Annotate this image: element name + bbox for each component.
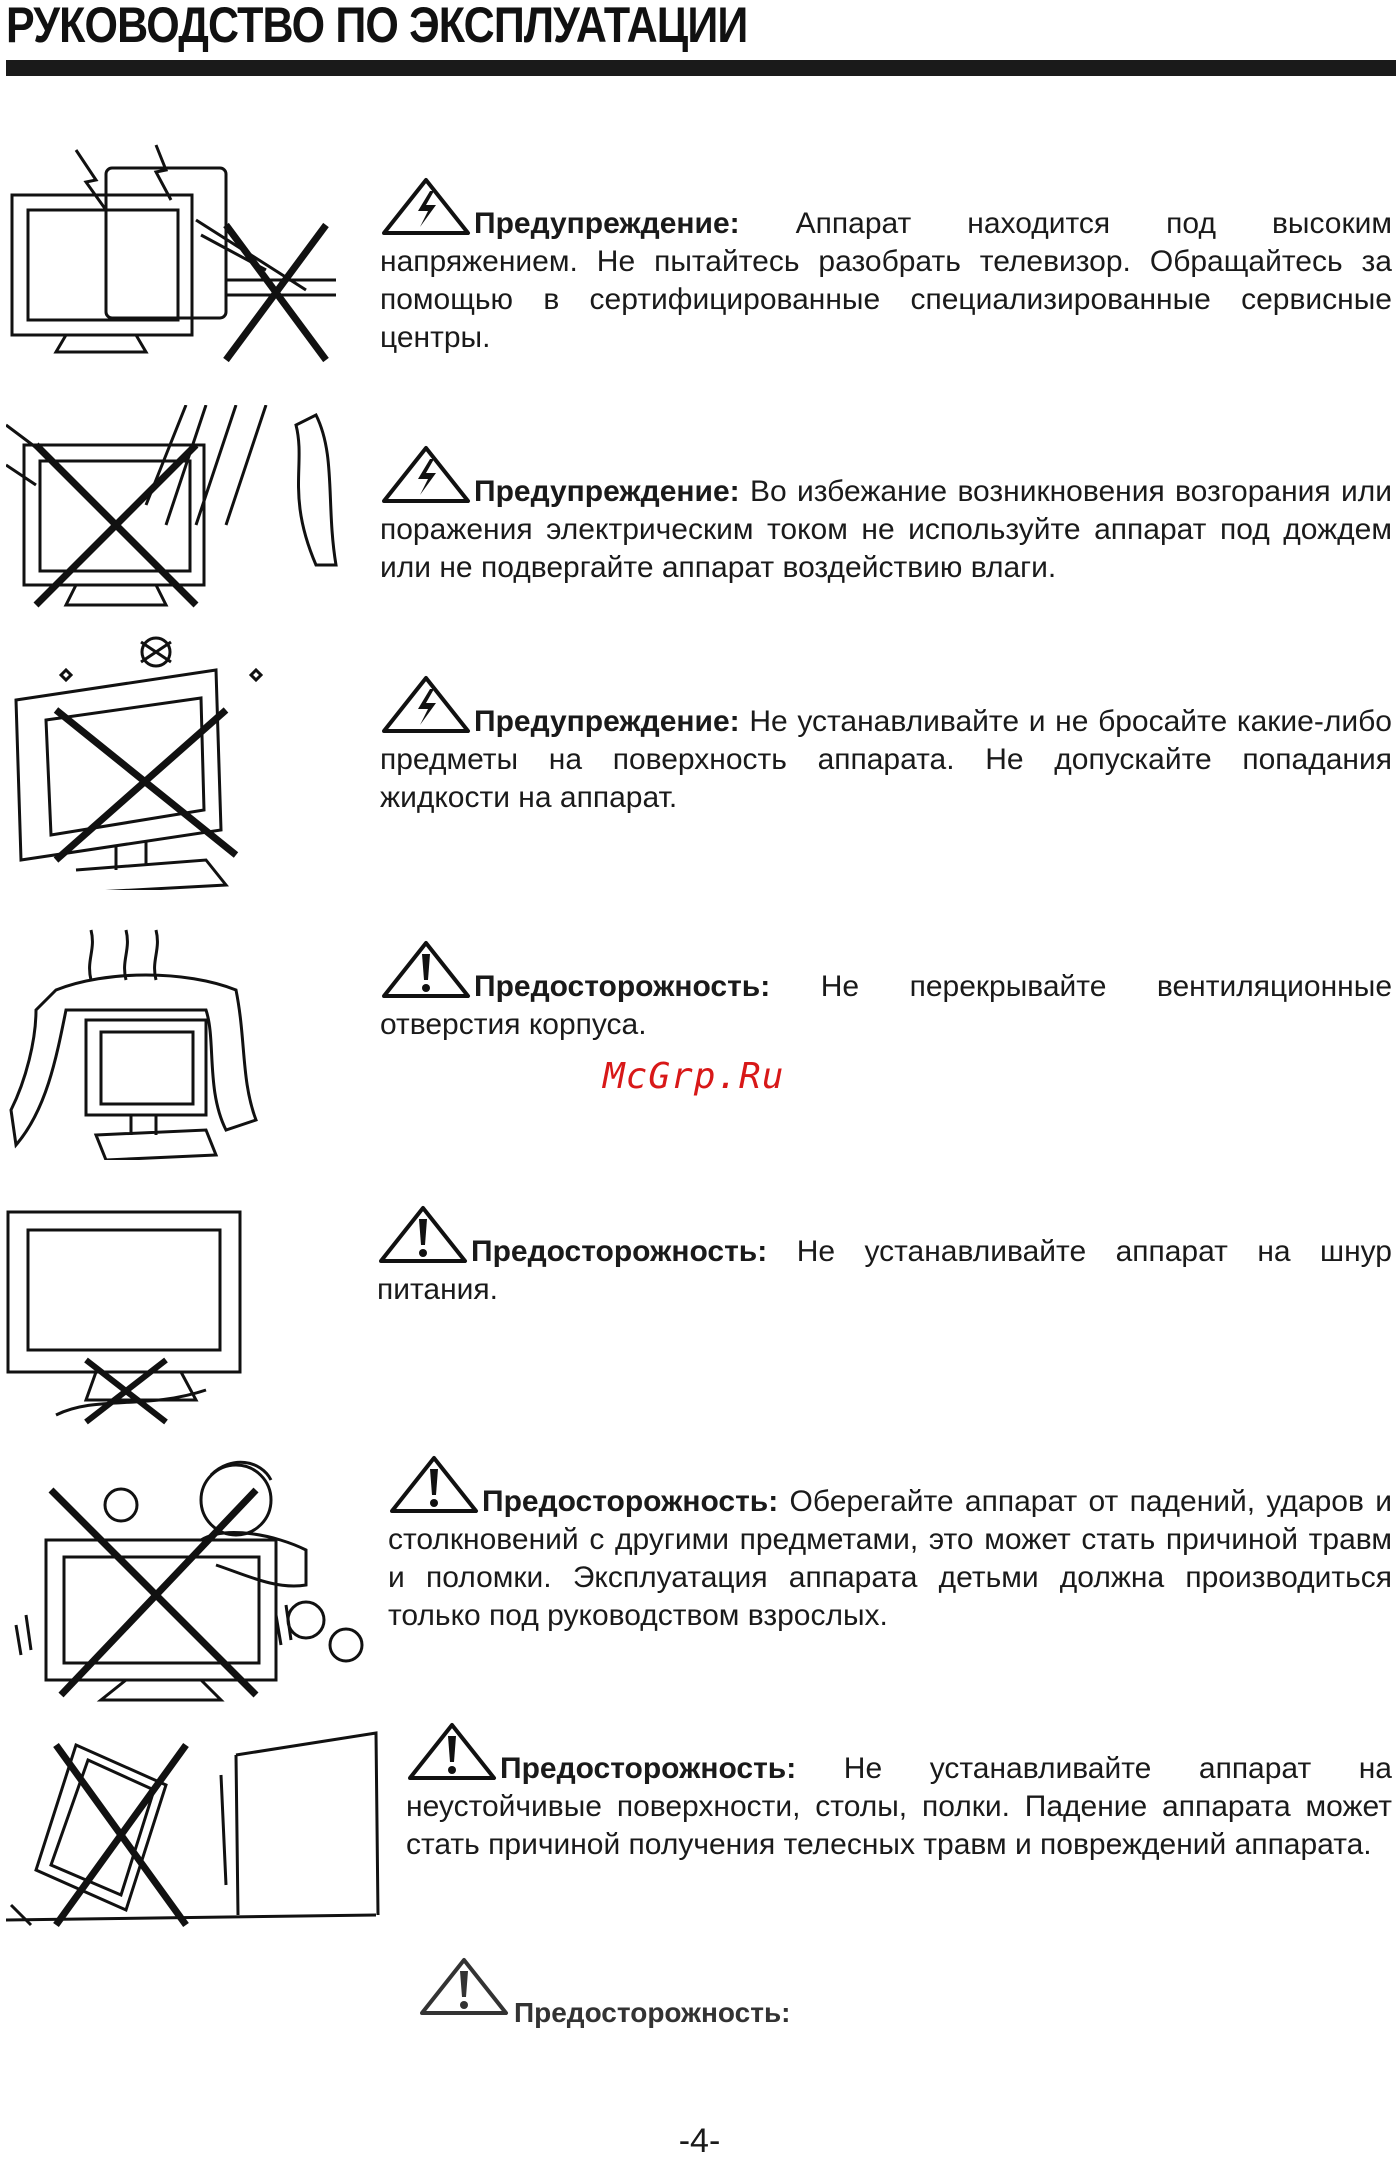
- illustration-high-voltage: [6, 140, 346, 365]
- warning-block-7: [406, 1722, 1392, 1864]
- warning-text: Не устанавливайте и не бросайте какие-либо предметы на поверхность аппарата. Не допускайте попадания жидкости на аппарат.: [380, 705, 1392, 814]
- illustration-power-cord: [6, 1210, 256, 1425]
- warning-label: Предупреждение:: [474, 207, 740, 240]
- caution-label: Предосторожность:: [482, 1485, 779, 1518]
- illustration-covered-vents: [6, 920, 266, 1160]
- warning-block-2: [380, 445, 1392, 587]
- illustration-rain: [6, 405, 346, 615]
- caution-text: Не устанавливайте аппарат на неустойчивые поверхности, столы, полки. Падение аппарата может стать причиной получения телесных травм и повреждений аппарата.: [406, 1752, 1392, 1861]
- watermark: McGrp.Ru: [603, 1056, 785, 1097]
- warning-block-3: [380, 675, 1392, 817]
- electric-shock-warning-icon: [380, 445, 472, 505]
- caution-label: Предосторожность:: [474, 970, 771, 1003]
- last-caution-label: Предосторожность:: [514, 1997, 791, 2028]
- warning-block-1: [380, 177, 1392, 357]
- caution-label: Предосторожность:: [500, 1752, 797, 1785]
- exclamation-caution-icon: [418, 1957, 510, 2017]
- caution-text: Не перекрывайте вентиляционные отверстия корпуса.: [380, 970, 1392, 1041]
- warning-text: Во избежание возникновения возгорания или поражения электрическим током не используйте аппарат под дождем или не подвергайте аппарат воздействию влаги.: [380, 475, 1392, 584]
- warning-label: Предупреждение:: [474, 475, 740, 508]
- warning-block-6: [388, 1455, 1392, 1635]
- exclamation-caution-icon: [388, 1455, 480, 1515]
- exclamation-caution-icon: [377, 1205, 469, 1265]
- caution-label: Предосторожность:: [471, 1235, 768, 1268]
- illustration-unstable-surface: [6, 1725, 381, 1930]
- caution-text: Оберегайте аппарат от падений, ударов и столкновений с другими предметами, это может стать причиной травм и поломки. Эксплуатация аппарата детьми должна производиться только под руководством взрослых.: [388, 1485, 1392, 1632]
- warning-text: Аппарат находится под высоким напряжением. Не пытайтесь разобрать телевизор. Обращайтесь за помощью в сертифицированные специализированные сервисные центры.: [380, 207, 1392, 354]
- page-number: -4-: [678, 2122, 721, 2160]
- electric-shock-warning-icon: [380, 675, 472, 735]
- exclamation-caution-icon: [406, 1722, 498, 1782]
- warning-label: Предупреждение:: [474, 705, 740, 738]
- electric-shock-warning-icon: [380, 177, 472, 237]
- illustration-objects-on-top: [6, 630, 276, 890]
- page-title: РУКОВОДСТВО ПО ЭКСПЛУАТАЦИИ: [6, 0, 748, 53]
- illustration-child-impact: [6, 1455, 366, 1705]
- warning-block-5: [377, 1205, 1392, 1309]
- title-rule: [6, 60, 1396, 76]
- exclamation-caution-icon: [380, 940, 472, 1000]
- warning-block-4: [380, 940, 1392, 1044]
- last-caution-icon-wrap: [418, 1957, 510, 2022]
- caution-text: Не устанавливайте аппарат на шнур питания.: [377, 1235, 1392, 1306]
